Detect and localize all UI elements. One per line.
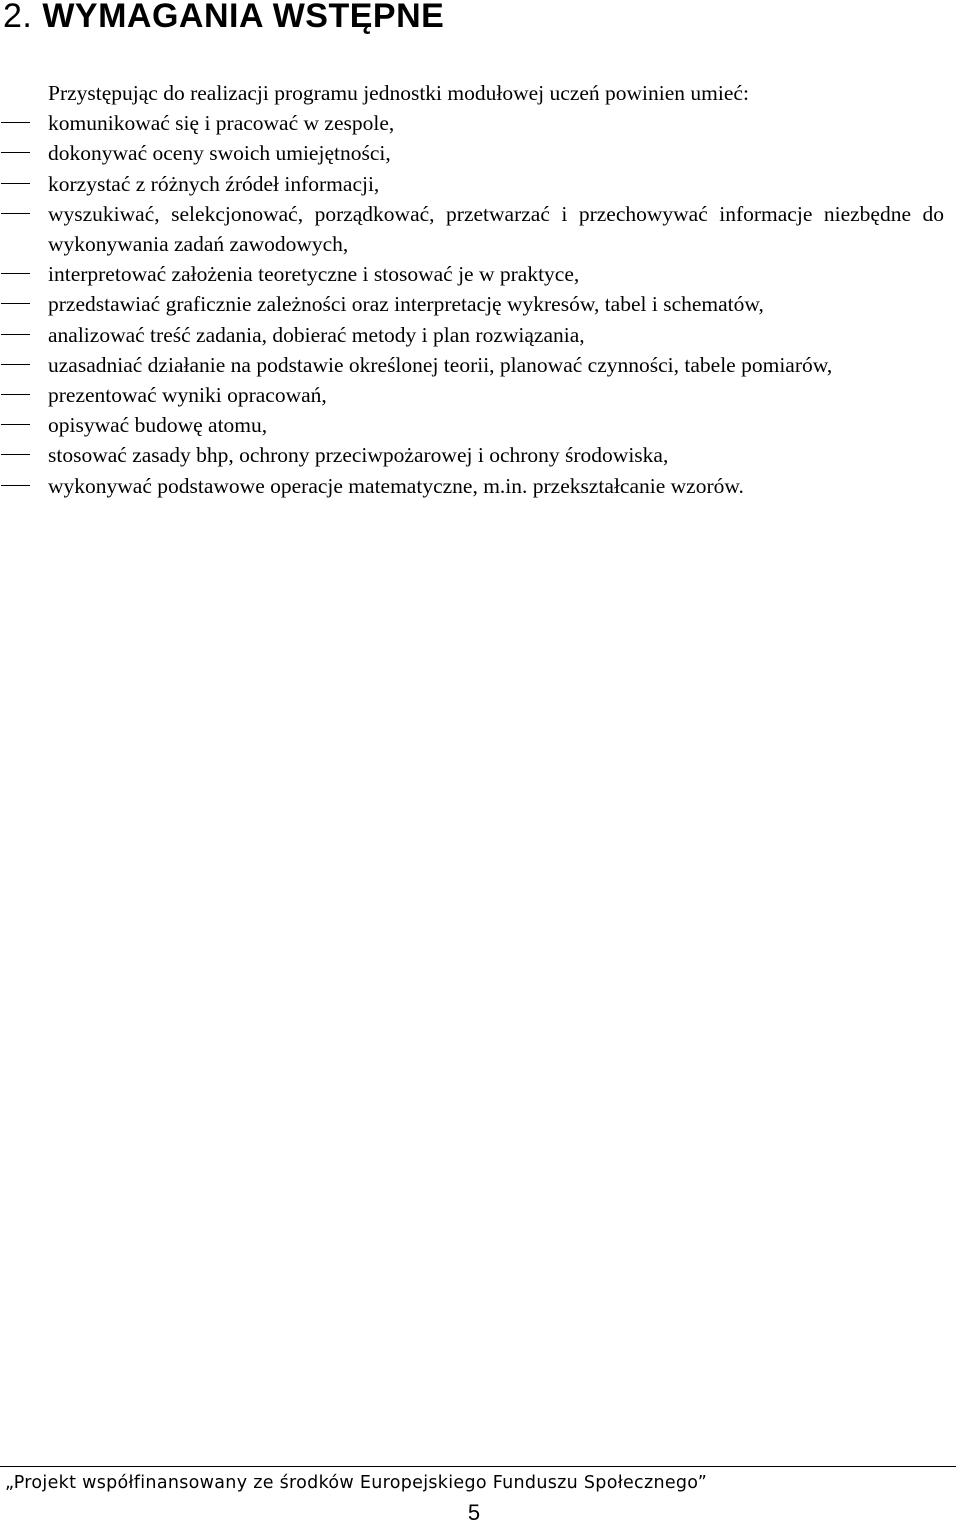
list-item [0,380,944,410]
list-item [0,199,944,259]
section-content [0,78,944,501]
intro-paragraph: Przystępując do realizacji programu jednostki modułowej uczeń powinien umieć: [48,81,749,105]
dash-bullet [1,152,30,153]
dash-bullet [1,334,30,335]
list-item [0,350,944,380]
section-title: WYMAGANIA WSTĘPNE [42,0,445,35]
list-item [0,320,944,350]
list-item-text: komunikować się i pracować w zespole, [48,111,395,136]
dash-bullet [1,394,30,395]
list-item-text: opisywać budowę atomu, [48,413,268,438]
footer-divider [0,1466,956,1467]
list-item-text: wykonywać podstawowe operacje matematyczne, m.in. przekształcanie wzorów. [48,473,744,498]
list-item [0,471,944,501]
list-item-text: wyszukiwać, selekcjonować, porządkować, przetwarzać i przechowywać informacje niezbędne do wykonywania zadań zawodowych, [48,201,944,257]
list-item-text: dokonywać oceny swoich umiejętności, [48,141,391,166]
dash-bullet [1,364,30,365]
requirements-list [0,108,944,501]
list-item [0,410,944,440]
dash-bullet [1,424,30,425]
list-item-text: stosować zasady bhp, ochrony przeciwpożarowej i ochrony środowiska, [48,443,669,468]
dash-bullet [1,183,30,184]
list-item-text: uzasadniać działanie na podstawie określonej teorii, planować czynności, tabele pomiarów, [48,352,833,377]
dash-bullet [1,213,30,214]
list-item-text: prezentować wyniki opracowań, [48,383,327,408]
list-item [0,138,944,168]
list-item-text: analizować treść zadania, dobierać metody i plan rozwiązania, [48,322,585,347]
list-item [0,108,944,138]
page-number: 5 [467,1500,481,1525]
list-item-text: interpretować założenia teoretyczne i stosować je w praktyce, [48,262,580,287]
list-item-text: przedstawiać graficznie zależności oraz interpretację wykresów, tabel i schematów, [48,292,764,317]
section-heading [3,0,444,36]
list-item [0,289,944,319]
dash-bullet [1,454,30,455]
dash-bullet [1,485,30,486]
list-item [0,259,944,289]
dash-bullet [1,122,30,123]
dash-bullet [1,303,30,304]
footer-funding-note: „Projekt współfinansowany ze środków Europejskiego Funduszu Społecznego” [5,1473,708,1493]
dash-bullet [1,273,30,274]
list-item-text: korzystać z różnych źródeł informacji, [48,171,380,196]
list-item [0,440,944,470]
section-number: 2. [3,0,33,35]
list-item [0,169,944,199]
